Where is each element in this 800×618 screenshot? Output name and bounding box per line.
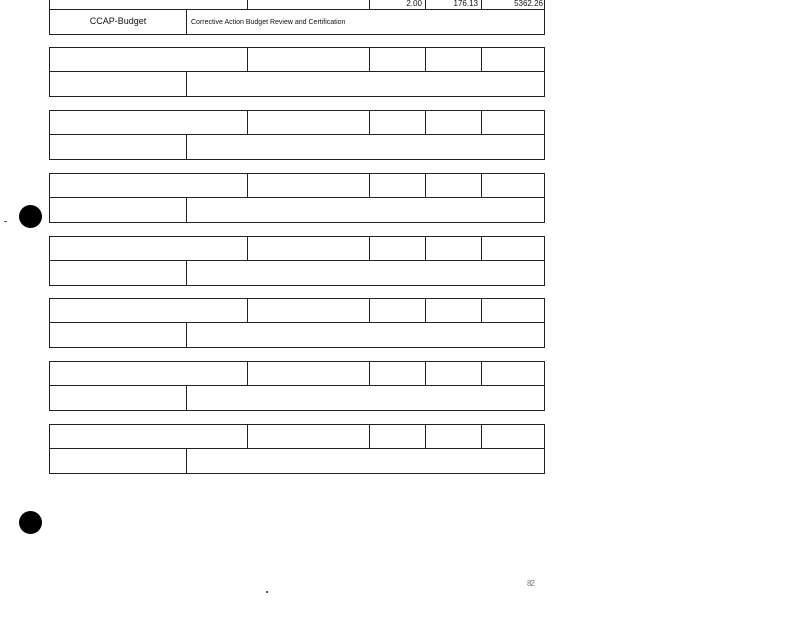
page-mark: 82 xyxy=(527,579,534,588)
task-description: Corrective Action Budget Review and Certification xyxy=(186,10,544,34)
empty-description-row xyxy=(49,72,545,97)
empty-code-cell xyxy=(50,386,186,410)
empty-values-row xyxy=(49,424,545,449)
empty-cell xyxy=(369,111,425,134)
empty-cell xyxy=(369,48,425,71)
empty-cell xyxy=(247,425,369,448)
empty-entry-block xyxy=(49,424,545,474)
empty-cell xyxy=(481,362,546,385)
empty-description-cell xyxy=(186,323,544,347)
empty-code-cell xyxy=(50,261,186,285)
empty-code-cell xyxy=(50,72,186,96)
empty-cell xyxy=(425,425,481,448)
empty-cell xyxy=(369,237,425,260)
empty-values-row xyxy=(49,236,545,261)
empty-description-row xyxy=(49,386,545,411)
empty-description-cell xyxy=(186,72,544,96)
task-entry-hours-cell: 2.00 xyxy=(369,0,425,9)
empty-values-row xyxy=(49,47,545,72)
empty-cell xyxy=(481,174,546,197)
empty-code-cell xyxy=(50,323,186,347)
task-entry-amount-cell: 5362.26 xyxy=(481,0,546,9)
empty-cell xyxy=(425,174,481,197)
scan-speck xyxy=(266,591,268,593)
empty-description-cell xyxy=(186,261,544,285)
empty-cell xyxy=(369,299,425,322)
scan-speck xyxy=(4,221,7,222)
task-entry-name-cell xyxy=(247,0,369,9)
empty-entry-block xyxy=(49,47,545,97)
empty-description-cell xyxy=(186,198,544,222)
task-entry-values-row xyxy=(49,0,545,10)
empty-entry-block xyxy=(49,236,545,286)
empty-cell xyxy=(481,299,546,322)
empty-cell xyxy=(369,425,425,448)
empty-cell xyxy=(425,299,481,322)
empty-code-cell xyxy=(50,135,186,159)
empty-code-cell xyxy=(50,198,186,222)
empty-entry-block xyxy=(49,298,545,348)
task-entry-description-row xyxy=(49,10,545,35)
empty-description-row xyxy=(49,449,545,474)
empty-cell xyxy=(369,174,425,197)
task-code: CCAP-Budget xyxy=(89,16,147,26)
empty-cell xyxy=(425,237,481,260)
task-entry-rate-cell: 176.13 xyxy=(425,0,481,9)
empty-cell xyxy=(425,48,481,71)
empty-values-row xyxy=(49,110,545,135)
empty-code-cell xyxy=(50,449,186,473)
empty-cell xyxy=(247,362,369,385)
empty-cell xyxy=(247,174,369,197)
empty-entry-block xyxy=(49,173,545,223)
empty-cell xyxy=(481,48,546,71)
empty-values-row xyxy=(49,173,545,198)
empty-values-row xyxy=(49,298,545,323)
empty-cell xyxy=(481,111,546,134)
empty-cell xyxy=(481,237,546,260)
empty-cell xyxy=(425,111,481,134)
empty-description-row xyxy=(49,323,545,348)
empty-description-row xyxy=(49,261,545,286)
empty-cell xyxy=(247,111,369,134)
empty-description-cell xyxy=(186,449,544,473)
punch-hole-icon xyxy=(19,511,42,534)
punch-hole-icon xyxy=(19,205,42,228)
empty-cell xyxy=(247,48,369,71)
empty-cell xyxy=(247,237,369,260)
empty-entry-block xyxy=(49,110,545,160)
empty-description-row xyxy=(49,198,545,223)
empty-description-row xyxy=(49,135,545,160)
task-entry-block xyxy=(49,0,545,35)
empty-description-cell xyxy=(186,135,544,159)
empty-cell xyxy=(481,425,546,448)
empty-entry-block xyxy=(49,361,545,411)
empty-cell xyxy=(247,299,369,322)
empty-description-cell xyxy=(186,386,544,410)
empty-cell xyxy=(369,362,425,385)
empty-values-row xyxy=(49,361,545,386)
empty-cell xyxy=(425,362,481,385)
